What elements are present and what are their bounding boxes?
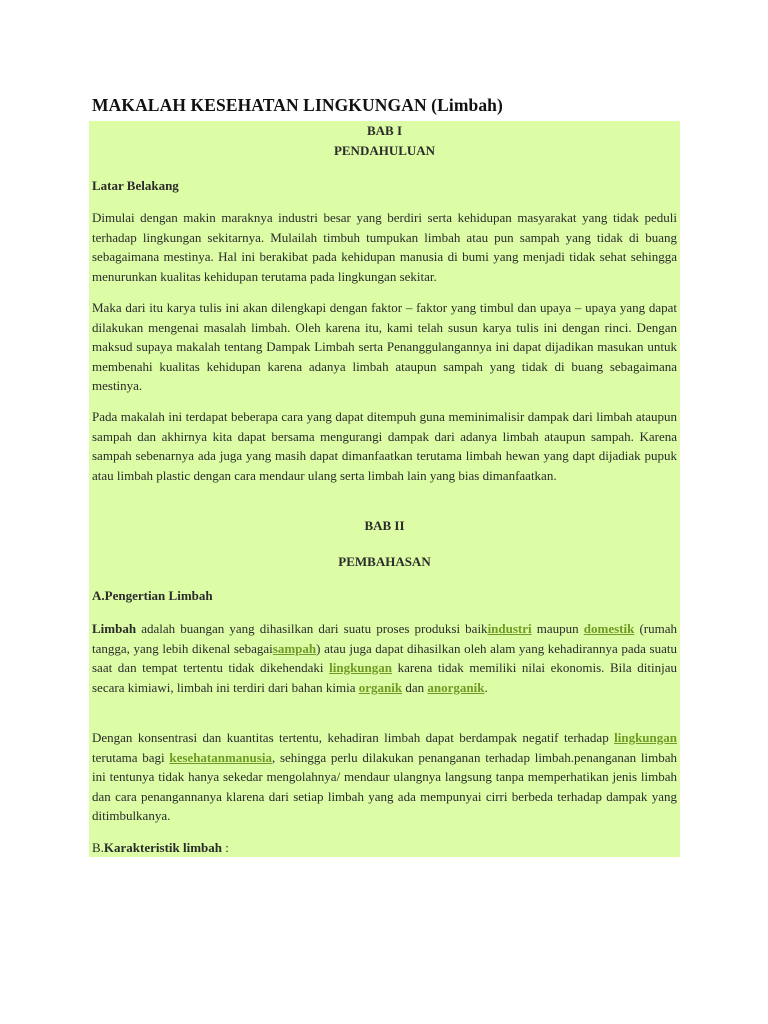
document-title: MAKALAH KESEHATAN LINGKUNGAN (Limbah) bbox=[92, 95, 503, 115]
link-anorganik[interactable]: anorganik bbox=[427, 679, 485, 695]
bab2-heading: PEMBAHASAN bbox=[338, 554, 431, 569]
link-industri[interactable]: industri bbox=[487, 621, 532, 636]
section-a-paragraph-2: Dengan konsentrasi dan kuantitas tertentu, kehadiran limbah dapat berdampak negatif terhadap lingkungan terutama bagi kesehatanmanusia, sehingga perlu dilakukan penanganan terhadap limbah.penanganan limbah ini tentunya tidak hanya sekedar mengolahnya/ mendaur ulangnya langsung tanpa memperhatikan jenis limbah dan cara penangannanya klarena dari setiap limbah yang ada mempunyai cirri berbeda terhadap dampak yang ditimbulkanya. bbox=[92, 730, 677, 823]
section-b-heading: B.Karakteristik limbah : bbox=[92, 840, 229, 855]
bab1-heading: PENDAHULUAN bbox=[333, 143, 436, 158]
bab2-label: BAB II bbox=[364, 518, 405, 533]
bab1-paragraph-2: Maka dari itu karya tulis ini akan dilengkapi dengan faktor – faktor yang timbul dan upaya – upaya yang dapat dilakukan mengenai masalah limbah. Oleh karena itu, kami telah susun karya tulis ini dengan rinci. Dengan maksud supaya makalah tentang Dampak Limbah serta Penanggulangannya ini dapat dijadikan masukan untuk membenahi kualitas kehidupan karena adanya limbah ataupun sampah yang tidak di buang sebagaimana mestinya. bbox=[92, 300, 677, 393]
link-organik[interactable]: organik bbox=[358, 679, 403, 695]
content-box bbox=[89, 121, 680, 857]
section-a-heading: A.Pengertian Limbah bbox=[92, 588, 213, 603]
link-domestik[interactable]: domestik bbox=[583, 621, 635, 636]
link-kesehatan-manusia[interactable]: kesehatanmanusia bbox=[169, 749, 272, 765]
section-a-paragraph-1: Limbah adalah buangan yang dihasilkan dari suatu proses produksi baikindustri maupun domestik (rumah tangga, yang lebih dikenal sebagaisampah) atau juga dapat dihasilkan oleh alam yang kehadirannya pada suatu saat dan tempat tertentu tidak dikehendaki lingkungan karena tidak memiliki nilai ekonomis. Bila ditinjau secara kimiawi, limbah ini terdiri dari bahan kimia organik dan anorganik. bbox=[92, 621, 677, 695]
bab1-paragraph-3: Pada makalah ini terdapat beberapa cara yang dapat ditempuh guna meminimalisir dampak dari limbah ataupun sampah dan akhirnya kita dapat bersama mengurangi dampak dari adanya limbah ataupun sampah. Karena sampah sebenarnya ada juga yang masih dapat dimanfaatkan terutama limbah hewan yang dapt dijadiak pupuk atau limbah plastic dengan cara mendaur ulang serta limbah lain yang bias dimanfaatkan. bbox=[92, 409, 677, 483]
link-lingkungan-2[interactable]: lingkungan bbox=[614, 730, 677, 745]
bab1-label: BAB I bbox=[366, 123, 403, 138]
bab1-subheading: Latar Belakang bbox=[92, 178, 179, 193]
limbah-term: Limbah bbox=[92, 621, 137, 636]
link-lingkungan[interactable]: lingkungan bbox=[329, 660, 392, 675]
bab1-paragraph-1: Dimulai dengan makin maraknya industri besar yang berdiri serta kehidupan masyarakat yang tidak peduli terhadap lingkungan sekitarnya. Mulailah timbuh tumpukan limbah atau pun sampah yang tidak di buang sebagaimana mestinya. Hal ini berakibat pada kehidupan manusia di bumi yang menjadi tidak sehat sehingga menurunkan kualitas kehidupan terutama pada lingkungan sekitar. bbox=[92, 210, 677, 284]
link-sampah[interactable]: sampah bbox=[272, 640, 317, 656]
